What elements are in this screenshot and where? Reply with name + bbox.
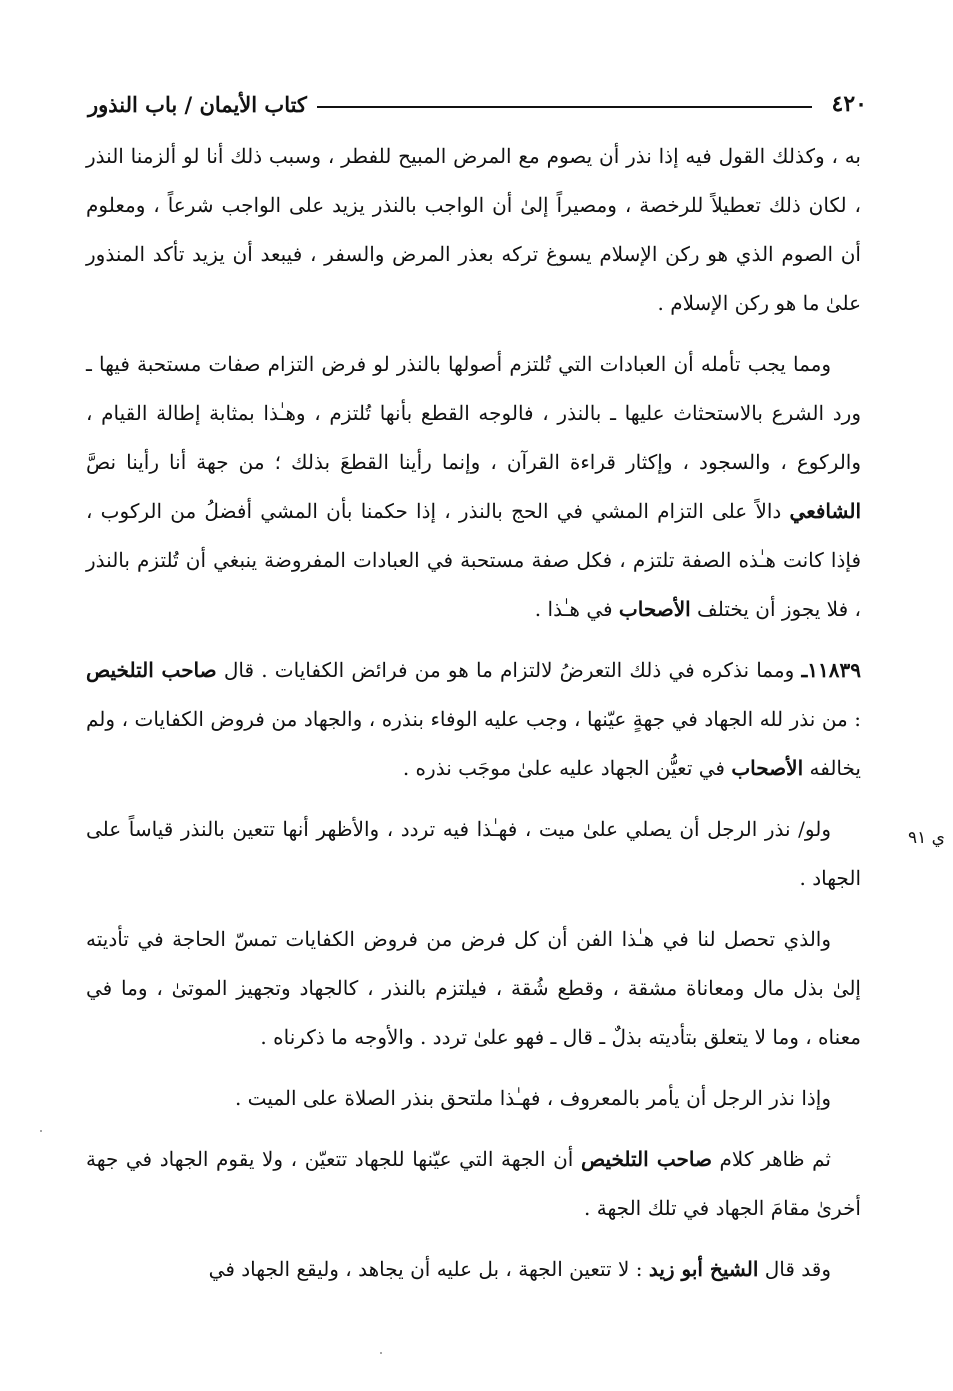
body-text (86, 132, 861, 1306)
text-segment: ومما يجب تأمله أن العبادات التي تُلتزم أصولها بالنذر لو فرض التزام صفات مستحبة فيها ـ ورد الشرع بالاستحثاث عليها ـ بالنذر ، فالوجه القطع بأنها تُلتزم ، وهـٰذا بمثابة إطالة القيام ، والركوع ، والسجود ، وإكثار قراءة القرآن ، وإنما رأينا القطعَ بذلك ؛ من جهة أنا رأينا نصَّ (86, 352, 861, 474)
running-header (88, 84, 867, 124)
header-rule (317, 106, 812, 108)
paragraph (86, 1135, 861, 1233)
text-segment: في هـٰذا . (534, 597, 619, 621)
text-segment: ولو/ نذر الرجل أن يصلي علىٰ ميت ، فهـٰذا فيه تردد ، والأظهر أنها تتعين بالنذر قياساً على الجهاد . (86, 817, 861, 890)
text-segment: : من نذر لله الجهاد في جهةٍ عيّنها ، وجب عليه الوفاء بنذره ، والجهاد من فروض الكفايات ، ولم يخالفه (86, 707, 861, 780)
paragraph (86, 805, 861, 903)
paragraph (86, 340, 861, 634)
author-name: الشافعي (789, 499, 861, 523)
text-segment: : لا تتعين الجهة ، بل عليه أن يجاهد ، وليقع الجهاد في (208, 1257, 649, 1281)
author-name: صاحب التلخيص (580, 1147, 712, 1171)
author-name: صاحب التلخيص (86, 658, 217, 682)
paragraph (86, 646, 861, 793)
text-segment: ثم ظاهر كلام (711, 1147, 831, 1171)
paragraph (86, 1074, 861, 1123)
text-segment: به ، وكذلك القول فيه إذا نذر أن يصوم مع المرض المبيح للفطر ، وسبب ذلك أنا لو ألزمنا النذر ، لكان ذلك تعطيلاً للرخصة ، ومصيراً إلىٰ أن الواجب بالنذر يزيد على الواجب شرعاً ، ومعلوم أن الصوم الذي هو ركن الإسلام يسوغ تركه بعذر المرض والسفر ، فيبعد أن يزيد تأكد المنذور علىٰ ما هو ركن الإسلام . (86, 144, 861, 315)
scan-speck (380, 1352, 382, 1354)
text-segment: وإذا نذر الرجل أن يأمر بالمعروف ، فهـٰذا ملتحق بنذر الصلاة على الميت . (234, 1086, 831, 1110)
page-number: ٤٢٠ (831, 91, 867, 117)
text-segment: ومما نذكره في ذلك التعرضُ لالتزام ما هو من فرائض الكفايات . قال (216, 658, 802, 682)
text-segment: دالاً على التزام المشي في الحج بالنذر ، إذا حكمنا بأن المشي أفضلُ من الركوب ، فإذا كانت هـٰذه الصفة تلتزم ، فكل صفة مستحبة في العبادات المفروضة ينبغي أن تُلتزم بالنذر ، فلا يجوز أن يختلف (86, 499, 861, 621)
text-segment: في تعيُّن الجهاد عليه علىٰ موجَب نذره . (402, 756, 732, 780)
text-segment: والذي تحصل لنا في هـٰذا الفن أن كل فرض من فروض الكفايات تمسّ الحاجة في تأديته إلىٰ بذل مال ومعاناة مشقة ، وقطع شُقة ، فيلتزم بالنذر ، كالجهاد وتجهيز الموتىٰ ، وما في معناه ، وما لا يتعلق بتأديته بذلٌ ـ قال ـ فهو علىٰ تردد . والأوجه ما ذكرناه . (86, 927, 861, 1049)
author-name: الشيخ أبو زيد (648, 1257, 759, 1281)
scan-speck (40, 1130, 42, 1132)
header-title: كتاب الأيمان / باب النذور (88, 91, 307, 117)
paragraph (86, 1245, 861, 1294)
author-name: الأصحاب (618, 597, 691, 621)
paragraph (86, 915, 861, 1062)
author-name: الأصحاب (731, 756, 804, 780)
text-segment: وقد قال (758, 1257, 831, 1281)
text-segment: أن الجهة التي عيّنها للجهاد تتعيّن ، ولا يقوم الجهاد في جهة أخرىٰ مقامَ الجهاد في تلك الجهة . (86, 1147, 861, 1220)
margin-note: ي ٩١ (908, 828, 945, 848)
paragraph (86, 132, 861, 328)
section-number: ١١٨٣٩ـ (801, 658, 862, 682)
